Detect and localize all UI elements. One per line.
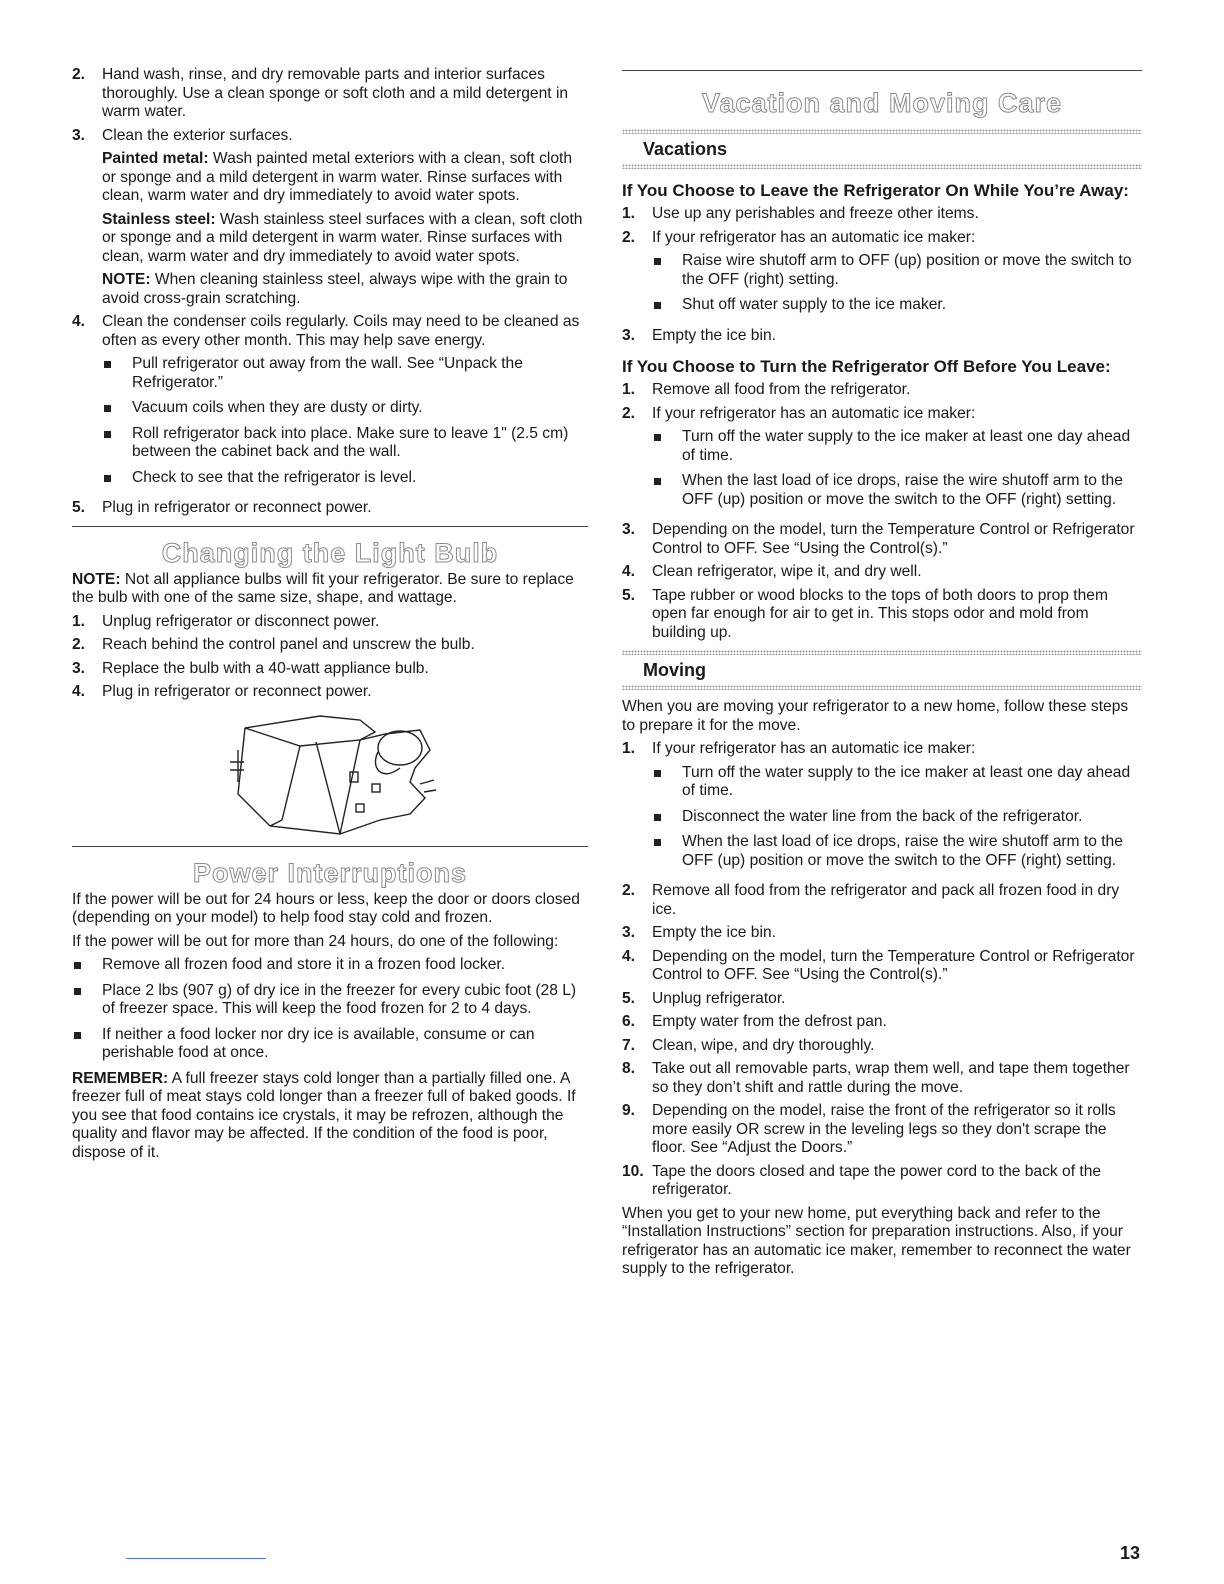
painted-metal-paragraph xyxy=(102,150,588,206)
moving-intro: When you are moving your refrigerator to a new home, follow these steps to prepare it for the move. xyxy=(622,698,1129,734)
power-section-title: Power Interruptions xyxy=(192,857,468,888)
leave-on-bullets xyxy=(652,252,1142,315)
step-text: Clean refrigerator, wipe it, and dry well. xyxy=(652,563,922,580)
step-number: 2. xyxy=(72,66,86,83)
step-text: Hand wash, rinse, and dry removable parts and interior surfaces thoroughly. Use a clean sponge or soft cloth and a mild detergent in warm water. xyxy=(102,66,569,120)
step-number: 4. xyxy=(622,563,636,580)
step-number: 7. xyxy=(622,1036,636,1054)
moving-outro: When you get to your new home, put everything back and refer to the “Installation Instructions” section for preparation instructions. Also, if your refrigerator has an automatic ice maker, remember to reconnect the water supply to the refrigerator. xyxy=(622,1204,1131,1277)
step-text: Empty the ice bin. xyxy=(652,326,776,344)
stainless-label: Stainless steel: xyxy=(102,210,216,228)
light-bulb-cover-illustration xyxy=(210,710,450,840)
step-number: 4. xyxy=(72,313,86,330)
vacation-section-title: Vacation and Moving Care xyxy=(701,88,1063,118)
bullet-square-icon xyxy=(652,764,682,801)
step-number: 3. xyxy=(622,924,636,941)
moving-step xyxy=(622,990,1142,1009)
bullet-text: Vacuum coils when they are dusty or dirty. xyxy=(132,399,423,416)
step-number: 5. xyxy=(622,586,636,604)
stainless-note xyxy=(102,271,588,308)
remember-paragraph xyxy=(72,1070,588,1163)
bullet-text: When the last load of ice drops, raise the wire shutoff arm to the OFF (up) position or move the switch to the OFF (right) setting. xyxy=(682,472,1123,508)
moving-heading: Moving xyxy=(643,660,706,680)
bullet-item xyxy=(72,1026,588,1063)
step-number: 3. xyxy=(622,326,636,344)
vacation-step xyxy=(622,405,1142,517)
vacation-step xyxy=(622,205,1142,224)
power-bullets xyxy=(72,956,588,1063)
step-number: 2. xyxy=(622,882,636,899)
step-number: 3. xyxy=(72,126,86,144)
step-text: If your refrigerator has an automatic ice maker: xyxy=(652,740,976,757)
remember-label: REMEMBER: xyxy=(72,1069,169,1087)
step-text: Reach behind the control panel and unscrew the bulb. xyxy=(102,636,475,653)
step-text: Replace the bulb with a 40-watt appliance bulb. xyxy=(102,659,429,677)
step-number: 3. xyxy=(622,521,636,538)
step-text: Plug in refrigerator or reconnect power. xyxy=(102,499,372,516)
bullet-square-icon xyxy=(652,428,682,465)
note-text: When cleaning stainless steel, always wipe with the grain to avoid cross-grain scratching. xyxy=(102,271,568,307)
bulb-step xyxy=(72,660,588,679)
bullet-text: Place 2 lbs (907 g) of dry ice in the freezer for every cubic foot (28 L) of freezer space. This will keep the food frozen for 2 to 4 days. xyxy=(102,981,577,1017)
bullet-text: Roll refrigerator back into place. Make sure to leave 1" (2.5 cm) between the cabinet back and the wall. xyxy=(132,424,569,460)
dotted-rule xyxy=(622,164,1142,169)
bullet-item xyxy=(102,469,588,488)
step-text: Depending on the model, turn the Temperature Control or Refrigerator Control to OFF. See “Using the Control(s).” xyxy=(652,521,1135,557)
bullet-text: Turn off the water supply to the ice maker at least one day ahead of time. xyxy=(682,763,1131,799)
bullet-text: Turn off the water supply to the ice maker at least one day ahead of time. xyxy=(682,428,1131,464)
power-paragraph: If the power will be out for more than 24 hours, do one of the following: xyxy=(72,932,559,950)
vacation-step xyxy=(622,327,1142,346)
step-number: 4. xyxy=(72,683,86,700)
step-text: Clean, wipe, and dry thoroughly. xyxy=(652,1036,875,1054)
stainless-paragraph xyxy=(102,211,588,267)
step-text: Empty the ice bin. xyxy=(652,924,776,941)
bullet-square-icon xyxy=(72,1026,102,1063)
bulb-step xyxy=(72,683,588,702)
bullet-text: Remove all frozen food and store it in a frozen food locker. xyxy=(102,956,506,973)
left-column xyxy=(72,66,588,1162)
step-number: 1. xyxy=(622,740,636,757)
bullet-item xyxy=(652,833,1142,870)
turn-off-bullets xyxy=(652,428,1142,509)
cleaning-step xyxy=(72,313,588,494)
step-number: 4. xyxy=(622,947,636,965)
step-number: 1. xyxy=(622,205,636,222)
step-text: Depending on the model, turn the Temperature Control or Refrigerator Control to OFF. See “Using the Control(s).” xyxy=(652,947,1135,983)
power-paragraph: If the power will be out for 24 hours or less, keep the door or doors closed (depending on your model) to help food stay cold and frozen. xyxy=(72,890,580,926)
bullet-item xyxy=(652,764,1142,801)
bullet-item xyxy=(652,296,1142,315)
step-text: Remove all food from the refrigerator and pack all frozen food in dry ice. xyxy=(652,882,1120,918)
step-number: 3. xyxy=(72,659,86,677)
cleaning-step xyxy=(72,66,588,122)
dotted-rule xyxy=(622,685,1142,690)
step-text: Remove all food from the refrigerator. xyxy=(652,381,911,398)
turn-off-heading: If You Choose to Turn the Refrigerator Off Before You Leave: xyxy=(622,357,1111,376)
moving-step xyxy=(622,1060,1142,1097)
step-number: 10. xyxy=(622,1162,644,1180)
step-text: Use up any perishables and freeze other items. xyxy=(652,205,979,222)
stainless-text: Wash stainless steel surfaces with a clean, soft cloth or sponge and a mild detergent in warm water. Rinse surfaces with clean, warm water and dry immediately to avoid water spots. xyxy=(102,210,583,265)
bullet-square-icon xyxy=(652,808,682,827)
bulb-section-title: Changing the Light Bulb xyxy=(161,537,499,568)
step-text: Clean the exterior surfaces. xyxy=(102,126,293,144)
moving-bullets xyxy=(652,764,1142,871)
bullet-text: Check to see that the refrigerator is level. xyxy=(132,468,417,486)
cleaning-step xyxy=(72,499,588,518)
bullet-item xyxy=(102,355,588,392)
step-text: If your refrigerator has an automatic ice maker: xyxy=(652,404,976,422)
step-number: 6. xyxy=(622,1013,636,1030)
step-number: 5. xyxy=(622,989,636,1007)
coil-bullets xyxy=(102,355,588,487)
step-text: Empty water from the defrost pan. xyxy=(652,1013,887,1030)
cleaning-step xyxy=(72,127,588,309)
bullet-square-icon xyxy=(102,425,132,462)
bullet-text: Raise wire shutoff arm to OFF (up) position or move the switch to the OFF (right) setting. xyxy=(682,252,1132,288)
moving-step xyxy=(622,882,1142,919)
section-divider xyxy=(622,70,1142,71)
step-number: 1. xyxy=(622,381,636,398)
step-text: If your refrigerator has an automatic ice maker: xyxy=(652,228,976,246)
bullet-text: Shut off water supply to the ice maker. xyxy=(682,296,947,313)
moving-step xyxy=(622,924,1142,943)
bullet-text: If neither a food locker nor dry ice is available, consume or can perishable food at once. xyxy=(102,1025,535,1061)
bullet-square-icon xyxy=(102,469,132,488)
bullet-square-icon xyxy=(72,982,102,1019)
step-text: Plug in refrigerator or reconnect power. xyxy=(102,683,372,700)
bulb-step xyxy=(72,613,588,632)
bullet-square-icon xyxy=(652,833,682,870)
vacation-step xyxy=(622,563,1142,582)
painted-metal-label: Painted metal: xyxy=(102,150,209,167)
vacation-step xyxy=(622,587,1142,643)
step-text: Depending on the model, raise the front of the refrigerator so it rolls more easily OR screw in the leveling legs so they don't scrape the floor. See “Adjust the Doors.” xyxy=(652,1102,1116,1156)
bullet-item xyxy=(652,252,1142,289)
vacations-heading: Vacations xyxy=(643,139,728,159)
bulb-note xyxy=(72,571,588,608)
moving-step xyxy=(622,1013,1142,1032)
bullet-item xyxy=(652,808,1142,827)
bullet-item xyxy=(652,428,1142,465)
note-label: NOTE: xyxy=(72,570,121,588)
moving-step xyxy=(622,740,1142,877)
moving-step xyxy=(622,1163,1142,1200)
bullet-item xyxy=(102,399,588,418)
vacation-step xyxy=(622,381,1142,400)
note-label: NOTE: xyxy=(102,271,151,288)
step-number: 9. xyxy=(622,1102,636,1119)
bullet-text: When the last load of ice drops, raise the wire shutoff arm to the OFF (up) position or move the switch to the OFF (right) setting. xyxy=(682,833,1123,869)
step-number: 2. xyxy=(622,404,636,422)
step-text: Unplug refrigerator. xyxy=(652,989,786,1007)
bullet-square-icon xyxy=(102,399,132,418)
leave-on-heading: If You Choose to Leave the Refrigerator On While You’re Away: xyxy=(622,181,1129,200)
section-divider xyxy=(72,526,588,527)
bullet-text: Pull refrigerator out away from the wall. See “Unpack the Refrigerator.” xyxy=(132,355,523,391)
bulb-step xyxy=(72,636,588,655)
bullet-square-icon xyxy=(652,472,682,509)
bullet-square-icon xyxy=(652,252,682,289)
footer-rule xyxy=(126,1558,266,1559)
step-text: Take out all removable parts, wrap them well, and tape them together so they don’t shift and rattle during the move. xyxy=(652,1060,1130,1096)
step-text: Tape the doors closed and tape the power cord to the back of the refrigerator. xyxy=(652,1162,1102,1198)
bullet-text: Disconnect the water line from the back of the refrigerator. xyxy=(682,807,1083,825)
step-text: Clean the condenser coils regularly. Coils may need to be cleaned as often as every other month. This may help save energy. xyxy=(102,313,580,349)
section-divider xyxy=(72,846,588,847)
bullet-square-icon xyxy=(102,355,132,392)
note-text: Not all appliance bulbs will fit your refrigerator. Be sure to replace the bulb with one of the same size, shape, and wattage. xyxy=(72,570,574,606)
bullet-item xyxy=(652,472,1142,509)
right-column xyxy=(622,70,1142,1284)
remember-text: A full freezer stays cold longer than a partially filled one. A freezer full of meat stays cold longer than a freezer full of baked goods. If you see that food contains ice crystals, it may be refrozen, although the quality and flavor may be affected. If the condition of the food is poor, dispose of it. xyxy=(72,1069,576,1161)
bullet-item xyxy=(102,425,588,462)
painted-metal-text: Wash painted metal exteriors with a clean, soft cloth or sponge and a mild detergent in warm water. Rinse surfaces with clean, warm water and dry immediately to avoid water spots. xyxy=(102,150,573,204)
step-number: 2. xyxy=(622,228,636,246)
step-text: Tape rubber or wood blocks to the tops of both doors to prop them open far enough for air to get in. This stops odor and mold from building up. xyxy=(652,586,1108,641)
bullet-square-icon xyxy=(72,956,102,975)
moving-step xyxy=(622,948,1142,985)
step-number: 1. xyxy=(72,612,86,630)
step-number: 8. xyxy=(622,1060,636,1077)
step-number: 5. xyxy=(72,499,86,516)
page-number: 13 xyxy=(1120,1543,1141,1563)
step-number: 2. xyxy=(72,636,86,653)
bullet-item xyxy=(72,982,588,1019)
bullet-item xyxy=(72,956,588,975)
moving-step xyxy=(622,1037,1142,1056)
vacation-step xyxy=(622,229,1142,322)
bullet-square-icon xyxy=(652,296,682,315)
step-text: Unplug refrigerator or disconnect power. xyxy=(102,612,380,630)
moving-step xyxy=(622,1102,1142,1158)
vacation-step xyxy=(622,521,1142,558)
